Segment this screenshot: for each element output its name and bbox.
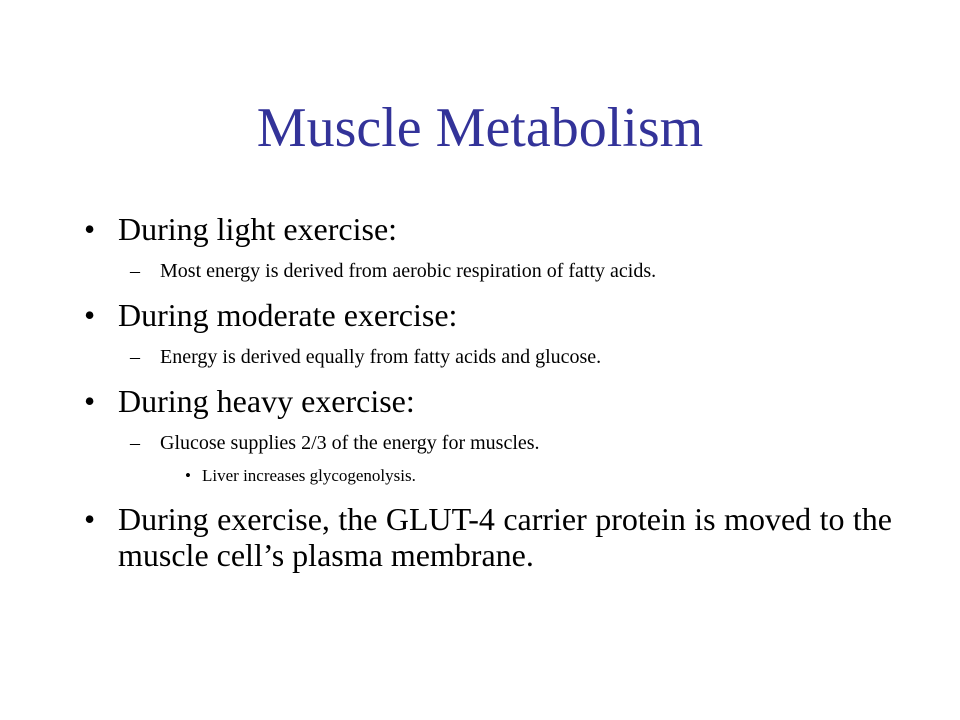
bullet-icon: •	[84, 501, 96, 537]
sub-bullet-text: Most energy is derived from aerobic respiration of fatty acids.	[160, 260, 657, 282]
bullet-list	[72, 211, 892, 587]
bullet-text: During heavy exercise:	[118, 383, 415, 419]
bullet-group-glut4	[72, 501, 892, 573]
sub-sub-bullet-item	[72, 465, 892, 487]
bullet-item	[72, 383, 892, 419]
bullet-text: During moderate exercise:	[118, 297, 458, 333]
bullet-item	[72, 297, 892, 333]
sub-bullet-text: Energy is derived equally from fatty acids and glucose.	[160, 346, 602, 368]
bullet-text: During light exercise:	[118, 211, 398, 247]
sub-bullet-text: Glucose supplies 2/3 of the energy for muscles.	[160, 432, 540, 454]
bullet-icon: •	[84, 297, 96, 333]
sub-bullet-item	[72, 259, 892, 283]
sub-bullet-item	[72, 345, 892, 369]
slide-title: Muscle Metabolism	[256, 97, 704, 159]
bullet-group-moderate	[72, 297, 892, 369]
bullet-icon: •	[84, 383, 96, 419]
dash-icon: –	[130, 260, 140, 282]
sub-sub-bullet-text: Liver increases glycogenolysis.	[202, 466, 416, 485]
dash-icon: –	[130, 346, 140, 368]
small-bullet-icon: •	[185, 466, 191, 485]
bullet-item	[72, 501, 892, 573]
bullet-group-light	[72, 211, 892, 283]
bullet-group-heavy	[72, 383, 892, 487]
bullet-item	[72, 211, 892, 247]
dash-icon: –	[130, 432, 140, 454]
bullet-icon: •	[84, 211, 96, 247]
bullet-text: During exercise, the GLUT-4 carrier protein is moved to the muscle cell’s plasma membrane.	[118, 501, 892, 573]
sub-bullet-item	[72, 431, 892, 455]
